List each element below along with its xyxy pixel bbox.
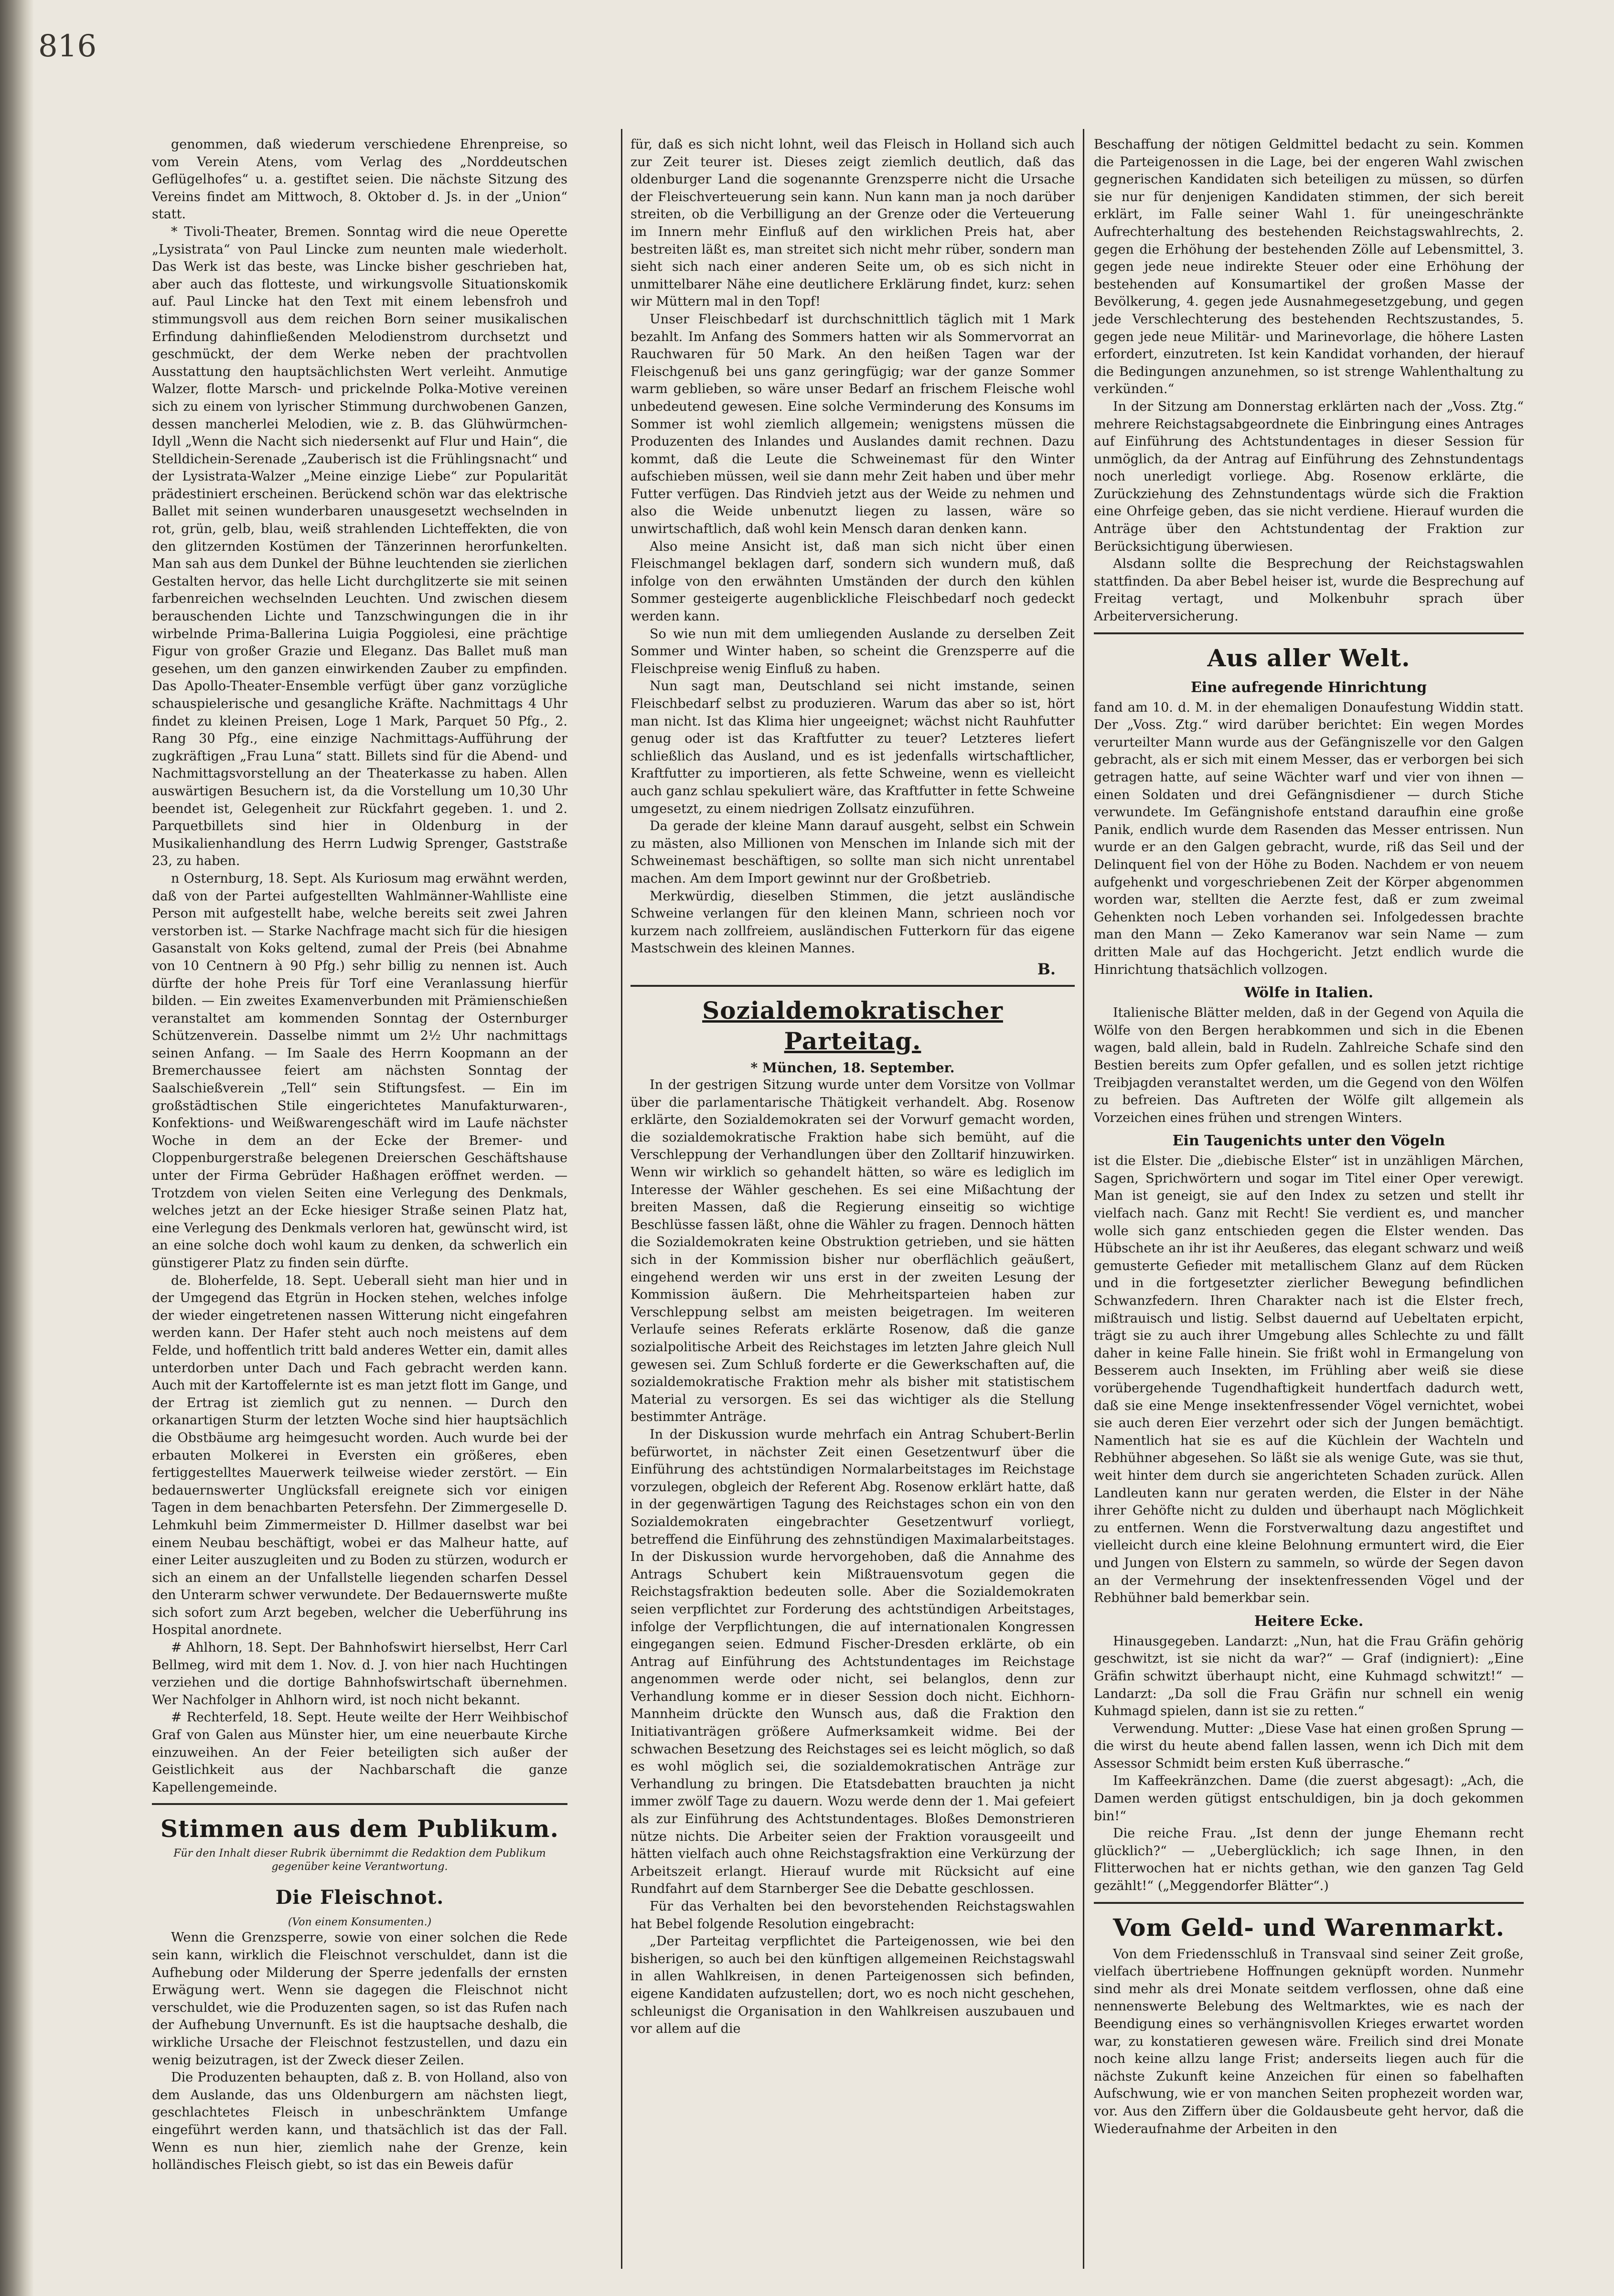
subheading: Eine aufregende Hinrichtung <box>1190 679 1427 696</box>
column-1 <box>152 136 567 2174</box>
article-text: Also meine Ansicht ist, daß man sich nicht über einen Fleischmangel beklagen darf, sondern sich wundern muß, daß infolge von den erwähnten Umständen der durch den kühlen Sommer gesteigerte augenblickliche Fleischbedarf noch gedeckt werden kann. <box>631 539 1075 624</box>
article-text: Merkwürdig, dieselben Stimmen, die jetzt ausländische Schweine verlangen für den kleinen Mann, schrieen noch vor kurzem nach zollfreiem, ausländischen Futterkorn für das eigene Mastschwein des kleinen Mannes. <box>631 888 1075 956</box>
article-text: Italienische Blätter melden, daß in der Gegend von Aquila die Wölfe von den Bergen herabkommen und sich in die Ebenen wagen, bald allein, bald in Rudeln. Zahlreiche Schafe sind den Bestien bereits zum Opfer gefallen, und es sollen jetzt richtige Treibjagden veranstaltet werden, um die Gegend von den Wölfen zu befreien. Das Auftreten der Wölfe gilt allgemein als Vorzeichen eines frühen und strengen Winters. <box>1094 1005 1524 1125</box>
article-text: ist die Elster. Die „diebische Elster“ ist in unzähligen Märchen, Sagen, Sprichwörtern und sogar im Titel einer Oper verewigt. Man ist geneigt, sie auf den Index zu setzen und stellt ihr vielfach nach. Ganz mit Recht! Sie verdient es, und mancher wolle sich ganz entschieden gegen die Elster wenden. Das Hübschete an ihr ist ihr Aeußeres, das elegant schwarz und weiß gemusterte Gefieder mit metallischem Glanz auf dem Rücken und in die fortgesetzter zierlicher Bewegung befindlichen Schwanzfedern. Ihren Charakter nach ist die Elster frech, mißtrauisch und listig. Selbst dauernd auf Uebeltaten erpicht, trägt sie zu auch ihrer Umgebung alles Schlechte zu und fällt daher in keine Falle hinein. Sie frißt wohl in Ermangelung von Besserem auch Insekten, im Frühling aber weiß sie diese vorübergehende Tugendhaftigkeit hundertfach dadurch wett, daß sie eine Menge insektenfressender Vögel vernichtet, wobei sie auch deren Eier verzehrt oder sich der Jungen bemächtigt. Namentlich hat sie es auf die Küchlein der Wachteln und Rebhühner abgesehen. So läßt sie als wenige Gute, was sie thut, weit hinter dem durch sie angerichteten Schaden zurück. Allen Landleuten kann nur geraten werden, die Elster in der Nähe ihrer Gehöfte nicht zu dulden und überhaupt nach Möglichkeit zu entfernen. Wenn die Forstverwaltung dazu angestiftet und vielleicht durch eine kleine Belohnung ermuntert wird, die Eier und Jungen von Elstern zu sammeln, so würde der Segen davon an der Vermehrung der insektenfressenden Vögel und der Rebhühner bald bemerkbar sein. <box>1094 1153 1524 1606</box>
article-text: In der Sitzung am Donnerstag erklärten nach der „Voss. Ztg.“ mehrere Reichstagsabgeordnete die Einbringung eines Antrages auf Einführung des Achtstundentages in dieser Session für unmöglich, da der Antrag auf Einführung des Zehnstundentags noch unerledigt vorliege. Abg. Rosenow erklärte, die Zurückziehung des Zehnstundentags würde sich die Fraktion eine Ohrfeige geben, das sie nicht verdiene. Hierauf wurden die Anträge über den Achtstundentag der Fraktion zur Berücksichtigung überwiesen. <box>1094 399 1524 554</box>
section-divider <box>1094 1902 1524 1904</box>
section-divider <box>1094 632 1524 634</box>
article-tivoli: * Tivoli-Theater, Bremen. Sonntag wird die neue Operette „Lysistrata“ von Paul Lincke zum neunten male wiederholt. Das Werk ist das beste, was Lincke bisher geschrieben hat, aber auch das flotteste, und wirkungsvolle Situationskomik auf. Paul Lincke hat den Text mit einem lebensfroh und stimmungsvoll aus dem reichen Born seiner musikalischen Erfindung dahinfließenden Melodienstrom durchsetzt und geschmückt, der dem Werke neben der prachtvollen Ausstattung den hauptsächlichsten Wert verleiht. Anmutige Walzer, flotte Marsch- und prickelnde Polka-Motive vereinen sich zu einem von lyrischer Stimmung durchwobenen Ganzen, dessen mancherlei Melodien, wie z. B. das Glühwürmchen-Idyll „Wenn die Nacht sich niedersenkt auf Flur und Hain“, die Stelldichein-Serenade „Zauberisch ist die Frühlingsnacht“ und der Lysistrata-Walzer „Meine einzige Liebe“ zur Popularität prädestiniert erscheinen. Berückend schön war das elektrische Ballet mit seinen wunderbaren unausgesetzt wechselnden in rot, grün, gelb, blau, weiß strahlenden Lichteffekten, die von den glitzernden Kostümen der Tänzerinnen herorfunkelten. Man sah aus dem Dunkel der Bühne leuchtenden sie zierlichen Gestalten hervor, das helle Licht durchglitzerte sie mit seinen farbenreichen wechselnden Leuchten. Und zwischen diesem berauschenden Lichte und Tanzschwingungen die in ihr wirbelnde Prima-Ballerina Luigia Poggiolesi, eine prächtige Figur von großer Grazie und Eleganz. Das Ballet muß man gesehen, um den ganzen einwirkenden Zauber zu empfinden. Das Apollo-Theater-Ensemble verfügt über ganz vorzügliche schauspielerische und gesangliche Kräfte. Nachmittags 4 Uhr findet zu kleinen Preisen, Loge 1 Mark, Parquet 50 Pfg., 2. Rang 30 Pfg., eine einzige Nachmittags-Aufführung der zugkräftigen „Frau Luna“ statt. Billets sind für die Abend- und Nachmittagsvorstellung an der Theaterkasse zu haben. Allen auswärtigen Besuchern ist, da die Vorstellung um 10,30 Uhr beendet ist, Gelegenheit zur Rückfahrt gegeben. 1. und 2. Parquetbillets sind hier in Oldenburg in der Musikalienhandlung des Herrn Ludwig Sprenger, Gaststraße 23, zu haben. <box>152 224 567 869</box>
article-text: fand am 10. d. M. in der ehemaligen Donaufestung Widdin statt. Der „Voss. Ztg.“ wird darüber berichtet: Ein wegen Mordes verurteilter Mann wurde aus der Gefängniszelle vor den Galgen gebracht, als er sich mit einem Messer, das er verborgen bei sich getragen hatte, auf seine Wächter warf und vier von ihnen — einen Soldaten und drei Gefängnisdiener — durch Stiche verwundete. Im Gefängnishofe entstand daraufhin eine große Panik, endlich wurde dem Rasenden das Messer entrissen. Nun wurde er an den Galgen gebracht, wurde, riß das Seil und der Delinquent fiel von der Höhe zu Boden. Nachdem er von neuem aufgehenkt und vorgeschriebenen Zeit der Körper abgenommen worden war, stellten die Aerzte fest, daß er zum zweimal Gehenkten noch Leben vorhanden sei. Infolgedessen brachte man den Mann — Zeko Kameranov war sein Name — zum dritten Male auf das Hochgericht. Jetzt endlich wurde die Hinrichtung thatsächlich vollzogen. <box>1094 700 1524 977</box>
article-text: Die Produzenten behaupten, daß z. B. von Holland, also von dem Auslande, das uns Oldenburgern am nächsten liegt, geschlachtetes Fleisch in unbeschränktem Umfange eingeführt werden kann, und thatsächlich ist das der Fall. Wenn es nun hier, ziemlich nahe der Grenze, kein holländisches Fleisch giebt, so ist das ein Beweis dafür <box>152 2070 567 2173</box>
article-text: Da gerade der kleine Mann darauf ausgeht, selbst ein Schwein zu mästen, also Millionen von Menschen im Inlande sich mit der Schweinemast beschäftigen, so sollte man sich nicht unrentabel machen. Am dem Import gewinnt nur der Großbetrieb. <box>631 819 1075 886</box>
article-text: Beschaffung der nötigen Geldmittel bedacht zu sein. Kommen die Parteigenossen in die Lage, bei der engeren Wahl zwischen gegnerischen Kandidaten sich beteiligen zu müssen, so dürfen sie nur für denjenigen Kandidaten stimmen, der sich bereit erklärt, im Falle seiner Wahl 1. für uneingeschränkte Aufrechterhaltung des bestehenden Reichstagswahlrechts, 2. gegen die Erhöhung der bestehenden Zölle auf Lebensmittel, 3. gegen jede neue indirekte Steuer oder eine Erhöhung der bestehenden auf Konsumartikel der großen Masse der Bevölkerung, 4. gegen jede Ausnahmegesetzgebung, und gegen jede Verschlechterung des bestehenden Rechtszustandes, 5. gegen jede neue Militär- und Marinevorlage, die höhere Lasten erfordert, einzutreten. Ist kein Kandidat vorhanden, der hierauf die Bedingungen anzunehmen, so ist strenge Wahlenthaltung zu verkünden.“ <box>1094 137 1524 397</box>
column-3 <box>1094 136 1524 2138</box>
subheading: Wölfe in Italien. <box>1244 984 1374 1002</box>
subheading: Heitere Ecke. <box>1254 1613 1364 1630</box>
subheading: Ein Taugenichts unter den Vögeln <box>1172 1132 1445 1150</box>
article-text: Von dem Friedensschluß in Transvaal sind seiner Zeit große, vielfach übertriebene Hoffnungen geknüpft worden. Nunmehr sind mehr als drei Monate seitdem verflossen, ohne daß eine nennenswerte Belebung des Weltmarktes, wie es nach der Beendigung eines so verhängnisvollen Krieges erwartet worden war, zu konstatieren gewesen wäre. Freilich sind drei Monate noch keine allzu lange Frist; anderseits liegen auch für die nächste Zukunft keine Anzeichen für einen so fabelhaften Aufschwung, wie er von manchen Seiten prophezeit worden war, vor. Aus den Ziffern über die Goldausbeute geht hervor, daß die Wiederaufnahme der Arbeiten in den <box>1094 1946 1524 2136</box>
section-divider <box>152 1803 567 1805</box>
article-text: genommen, daß wiederum verschiedene Ehrenpreise, so vom Verein Atens, vom Verlag des „Norddeutschen Geflügelhofes“ u. a. gestiftet seien. Die nächste Sitzung des Vereins findet am Mittwoch, 8. Oktober d. Js. in der „Union“ statt. <box>152 137 567 222</box>
column-rule-1 <box>621 129 622 2269</box>
article-text: Unser Fleischbedarf ist durchschnittlich täglich mit 1 Mark bezahlt. Im Anfang des Sommers hatten wir als Sommervorrat an Rauchwaren für 50 Mark. An den heißen Tagen war der Fleischgenuß bei uns ganz geringfügig; war der ganze Sommer warm geblieben, so wäre unser Bedarf an frischem Fleische wohl unbedeutend gewesen. Eine solche Verminderung des Konsums im Sommer ist wohl ziemlich allgemein; wenigstens müssen die Produzenten des Inlandes und Auslandes damit rechnen. Dazu kommt, daß die Leute die Schweinemast für den Winter aufschieben müssen, weil sie dann mehr Zeit haben und über mehr Futter verfügen. Das Rindvieh jetzt aus der Weide zu nehmen und also die Weide unbenutzt liegen zu lassen, wäre so unwirtschaftlich, daß wohl kein Mensch daran denken kann. <box>631 311 1075 537</box>
section-heading-geldmarkt: Vom Geld- und Warenmarkt. <box>1112 1913 1505 1942</box>
article-text: Für das Verhalten bei den bevorstehenden Reichstagswahlen hat Bebel folgende Resolution eingebracht: <box>631 1899 1075 1932</box>
section-heading-welt: Aus aller Welt. <box>1207 643 1411 672</box>
section-note: Für den Inhalt dieser Rubrik übernimmt die Redaktion dem Publikum gegenüber keine Verantwortung. <box>173 1847 546 1873</box>
article-text: Alsdann sollte die Besprechung der Reichstagswahlen stattfinden. Da aber Bebel heiser ist, wurde die Besprechung auf Freitag vertagt, und Molkenbuhr sprach über Arbeiterversicherung. <box>1094 556 1524 624</box>
article-text: Im Kaffeekränzchen. Dame (die zuerst abgesagt): „Ach, die Damen werden gütigst entschuldigen, bin ja doch gekommen bin!“ <box>1094 1773 1524 1824</box>
article-text: Wenn die Grenzsperre, sowie von einer solchen die Rede sein kann, wirklich die Fleischnot verschuldet, dann ist die Aufhebung oder Milderung der Sperre jedenfalls der ernsten Erwägung wert. Wenn sie dagegen die Fleischnot nicht verschuldet, wie die Produzenten sagen, so ist das Rufen nach der Aufhebung Unvernunft. Es ist die hauptsache deshalb, die wirkliche Ursache der Fleischnot festzustellen, und dazu ein wenig beizutragen, ist der Zweck dieser Zeilen. <box>152 1930 567 2068</box>
column-2 <box>631 136 1075 2038</box>
dateline: * München, 18. September. <box>750 1059 955 1076</box>
article-text: Die reiche Frau. „Ist denn der junge Ehemann recht glücklich?“ — „Ueberglücklich; ich sage Ihnen, in den Flitterwochen hat er nichts gethan, wie den ganzen Tag Geld gezählt!“ („Meggendorfer Blätter“.) <box>1094 1826 1524 1894</box>
article-text: So wie nun mit dem umliegenden Auslande zu derselben Zeit Sommer und Winter haben, so scheint die Grenzsperre auf die Fleischpreise wenig Einfluß zu haben. <box>631 626 1075 676</box>
article-text: In der Diskussion wurde mehrfach ein Antrag Schubert-Berlin befürwortet, in nächster Zeit einen Gesetzentwurf über die Einführung des achtstündigen Normalarbeitstages im Reichstage vorzulegen, obgleich der Referent Abg. Rosenow erklärt hatte, daß in der gegenwärtigen Tagung des Reichstages schon ein von den Sozialdemokraten eingebrachter Gesetzentwurf vorliegt, betreffend die Einführung des zehnstündigen Maximalarbeitstages. In der Diskussion wurde hervorgehoben, daß die Annahme des Antrags Schubert kein Mißtrauensvotum gegen die Reichstagsfraktion bedeuten solle. Aber die Sozialdemokraten seien verpflichtet zur Forderung des achtstündigen Arbeitstages, infolge der Verpflichtungen, die auf internationalen Kongressen eingegangen seien. Edmund Fischer-Dresden erklärte, ob ein Antrag auf Einführung des Achtstundentages im Reichstage angenommen werde oder nicht, sei belanglos, denn zur Verhandlung komme er in dieser Session doch nicht. Eichhorn-Mannheim drückte den Wunsch aus, daß die Fraktion den Initiativanträgen größere Aufmerksamkeit widme. Bei der schwachen Besetzung des Reichstages sei es leicht möglich, so daß es wohl möglich sei, die sozialdemokratischen Anträge zur Verhandlung zu bringen. Die Etatsdebatten brauchten ja nicht immer zwölf Tage zu dauern. Wozu werde denn der 1. Mai gefeiert als zur Einführung des Achtstundentages. Bloßes Demonstrieren nütze nichts. Die Arbeiter seien der Fraktion vorausgeeilt und hätten vielfach auch ohne Reichstagsfraktion eine Verkürzung der Arbeitszeit erlangt. Hierauf wurde mit Rücksicht auf eine Rundfahrt auf dem Starnberger See die Debatte geschlossen. <box>631 1427 1075 1897</box>
article-bloherfelde: de. Bloherfelde, 18. Sept. Ueberall sieht man hier und in der Umgegend das Etgrün in Hocken stehen, welches infolge der wieder eingetretenen nassen Witterung nicht eingefahren werden kann. Der Hafer steht auch noch meistens auf dem Felde, und hoffentlich tritt bald anderes Wetter ein, damit alles unterdorben unter Dach und Fach gebracht werden kann. Auch mit der Kartoffelernte ist es man jetzt flott im Gange, und der Ertrag ist ziemlich gut zu nennen. — Durch den orkanartigen Sturm der letzten Woche sind hier hauptsächlich die Obstbäume arg heimgesucht worden. Auch wurde bei der erbauten Molkerei in Eversten ein größeres, eben fertiggestelltes Mauerwerk teilweise wieder zerstört. — Ein bedauernswerter Unglücksfall ereignete sich vor einigen Tagen in dem benachbarten Petersfehn. Der Zimmergeselle D. Lehmkuhl beim Zimmermeister D. Hillmer daselbst war bei einem Neubau beschäftigt, wobei er das Malheur hatte, auf einer Leiter auszugleiten und zu Boden zu stürzen, wodurch er sich an einem an der Unfallstelle liegenden scharfen Dessel den Unterarm schwer verwundete. Der Bedauernswerte mußte sich sofort zum Arzt begeben, welcher die Ueberführung ins Hospital anordnete. <box>152 1273 567 1638</box>
page-number: 816 <box>38 29 97 64</box>
article-byline: (Von einem Konsumenten.) <box>288 1916 432 1929</box>
book-binding <box>0 0 33 2296</box>
article-text: für, daß es sich nicht lohnt, weil das Fleisch in Holland sich auch zur Zeit teurer ist. Dieses zeigt ziemlich deutlich, daß das oldenburger Land die sogenannte Grenzsperre nicht die Ursache der Fleischverteuerung sein kann. Nun kann man ja noch darüber streiten, ob die Verbilligung an der Grenze oder die Verteuerung im Innern mehr Einfluß auf den wirklichen Preis hat, aber bestreiten läßt es, man streitet sich nicht mehr rüber, sondern man sieht sich nach einer anderen Seite um, ob es sich nicht in unmittelbarer Nähe eine deutlichere Erklärung findet, kurz: sehen wir Müttern mal in den Topf! <box>631 137 1075 310</box>
section-heading-stimmen: Stimmen aus dem Publikum. <box>160 1815 559 1843</box>
section-divider <box>631 985 1075 987</box>
article-rechterfeld: # Rechterfeld, 18. Sept. Heute weilte der Herr Weihbischof Graf von Galen aus Münster hier, um eine neuerbaute Kirche einzuweihen. An der Feier beteiligten sich außer der Geistlichkeit aus der Nachbarschaft die ganze Kapellengemeinde. <box>152 1710 567 1795</box>
column-rule-2 <box>1083 129 1084 2269</box>
article-text: Verwendung. Mutter: „Diese Vase hat einen großen Sprung — die wirst du heute abend fallen lassen, wenn ich Dich mit dem Assessor Schmidt beim ersten Kuß überrasche.“ <box>1094 1721 1524 1771</box>
article-osternburg: n Osternburg, 18. Sept. Als Kuriosum mag erwähnt werden, daß von der Partei aufgestellten Wahlmänner-Wahlliste eine Person mit aufgestellt habe, welche bereits seit zwei Jahren verstorben ist. — Starke Nachfrage macht sich für die hiesigen Gasanstalt von Koks geltend, zumal der Preis (bei Abnahme von 10 Centnern à 90 Pfg.) sehr billig zu nennen ist. Auch dürfte der hohe Preis für Torf eine Veranlassung hierfür bilden. — Ein zweites Examenverbunden mit Prämienschießen veranstaltet am kommenden Sonntag der Osternburger Schützenverein. Dasselbe nimmt um 2½ Uhr nachmittags seinen Anfang. — Im Saale des Herrn Koopmann an der Bremerchaussee feiert am nächsten Sonntag der Saalschießverein „Tell“ sein Stiftungsfest. — Ein im großstädtischen Stile eingerichtetes Manufakturwaren-, Konfektions- und Weißwarengeschäft wird im Laufe nächster Woche in dem an der Ecke der Bremer- und Cloppenburgerstraße belegenen Dreierschen Geschäftshause unter der Firma Gebrüder Haßhagen eröffnet werden. — Trotzdem von vielen Seiten eine Verlegung des Denkmals, welches jetzt an der Ecke hiesiger Straße seinen Platz hat, eine Verlegung des Denkmals verloren hat, gewünscht wird, ist an eine solche doch wohl kaum zu denken, da schwerlich ein günstigerer Platz zu finden sein dürfte. <box>152 871 567 1271</box>
article-text: In der gestrigen Sitzung wurde unter dem Vorsitze von Vollmar über die parlamentarische Thätigkeit verhandelt. Abg. Rosenow erklärte, den Sozialdemokraten sei der Vorwurf gemacht worden, die sozialdemokratische Fraktion habe sich bemüht, auf die Verschleppung der Verhandlungen über den Zolltarif hinzuwirken. Wenn wir wirklich so gehandelt hätten, so wäre es lediglich im Interesse der Wähler geschehen. Es sei eine Mißachtung der breiten Massen, daß die Regierung einseitig so wichtige Beschlüsse fassen läßt, ohne die Wähler zu fragen. Dennoch hätten die Sozialdemokraten keine Obstruktion getrieben, und sie hätten sich in der Kommission bisher nur oberflächlich geäußert, eingehend werden wir uns erst in der zweiten Lesung der Kommission äußern. Die Mehrheitsparteien haben zur Verschleppung selbst am meisten beigetragen. Im weiteren Verlaufe seines Referats erklärte Rosenow, daß die ganze sozialpolitische Arbeit des Reichstages im letzten Jahre gleich Null gewesen sei. Zum Schluß forderte er die Gewerkschaften auf, die sozialdemokratische Fraktion mehr als bisher mit statistischem Material zu versorgen. Es sei das wichtiger als die Stellung bestimmter Anträge. <box>631 1078 1075 1425</box>
author-signature: B. <box>1037 960 1056 978</box>
article-text: Hinausgegeben. Landarzt: „Nun, hat die Frau Gräfin gehörig geschwitzt, ist sie nicht da war?“ — Graf (indigniert): „Eine Gräfin schwitzt überhaupt nicht, eine Kuhmagd schwitzt!“ — Landarzt: „Da soll die Frau Gräfin nur schnell ein wenig Kuhmagd spielen, dann ist sie zu retten.“ <box>1094 1634 1524 1719</box>
article-ahlhorn: # Ahlhorn, 18. Sept. Der Bahnhofswirt hierselbst, Herr Carl Bellmeg, wird mit dem 1. Nov. d. J. von hier nach Huchtingen verziehen und die dortige Bahnhofswirtschaft übernehmen. Wer Nachfolger in Ahlhorn wird, ist noch nicht bekannt. <box>152 1640 567 1708</box>
article-text: Nun sagt man, Deutschland sei nicht imstande, seinen Fleischbedarf selbst zu produzieren. Warum das aber so ist, hört man nicht. Ist das Klima hier ungeeignet; wächst nicht Rauhfutter genug oder ist das Kraftfutter zu teuer? Letzteres liefert schließlich das Ausland, und es ist jedenfalls wirtschaftlicher, Kraftfutter zu importieren, als fette Schweine, wenn es vielleicht auch ganz schlau spekuliert wäre, das Kraftfutter in fette Schweine umgesetzt, zu einem niedrigen Zollsatz einzuführen. <box>631 679 1075 816</box>
article-heading-fleischnot: Die Fleischnot. <box>275 1886 444 1909</box>
article-text: „Der Parteitag verpflichtet die Parteigenossen, wie bei den bisherigen, so auch bei den künftigen allgemeinen Reichstagswahl in allen Wahlkreisen, in denen Parteigenossen sich befinden, eigene Kandidaten aufzustellen; dort, wo es noch nicht geschehen, schleunigst die Organisation in den Wahlkreisen auszubauen und vor allem auf die <box>631 1934 1075 2037</box>
section-heading-parteitag: Sozialdemokratischer Parteitag. <box>702 996 1003 1055</box>
